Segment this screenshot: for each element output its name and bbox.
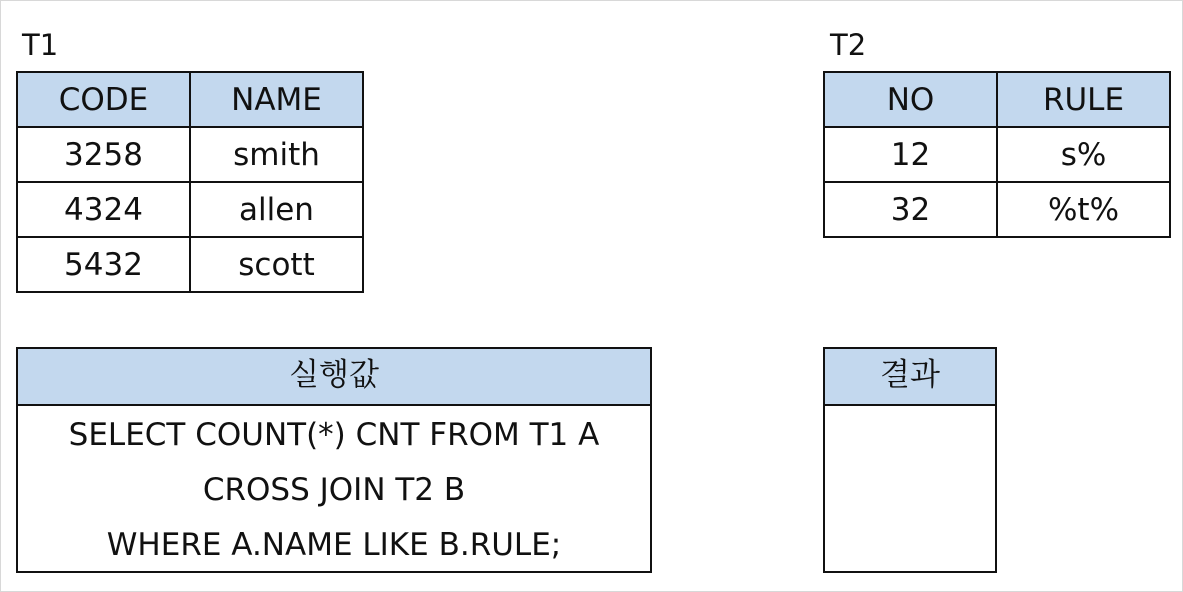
query-line: SELECT COUNT(*) CNT FROM T1 A: [68, 417, 600, 453]
query-line: CROSS JOIN T2 B: [202, 472, 466, 508]
t1-table: [16, 71, 364, 293]
table-row: [824, 127, 1170, 182]
t2-cell-no: 12: [824, 127, 997, 182]
table-row: [824, 182, 1170, 237]
t1-header-code: CODE: [17, 72, 190, 127]
t1-cell-code: 3258: [17, 127, 190, 182]
t1-title: T1: [22, 28, 59, 62]
t1-cell-code: 4324: [17, 182, 190, 237]
t2-cell-rule: %t%: [997, 182, 1170, 237]
t2-header-row: [824, 72, 1170, 127]
table-row: [17, 182, 363, 237]
t2-header-no: NO: [824, 72, 997, 127]
result-header: 결과: [825, 349, 995, 406]
query-header: 실행값: [18, 349, 650, 406]
t2-cell-no: 32: [824, 182, 997, 237]
query-box: [16, 347, 652, 573]
result-box: [823, 347, 997, 573]
t1-cell-name: allen: [190, 182, 363, 237]
t2-cell-rule: s%: [997, 127, 1170, 182]
table-row: [17, 237, 363, 292]
t1-cell-code: 5432: [17, 237, 190, 292]
t2-title: T2: [830, 28, 867, 62]
query-body: [18, 406, 650, 573]
t2-table: [823, 71, 1171, 238]
t1-header-name: NAME: [190, 72, 363, 127]
table-row: [17, 127, 363, 182]
query-line: WHERE A.NAME LIKE B.RULE;: [106, 527, 562, 563]
t1-header-row: [17, 72, 363, 127]
t2-header-rule: RULE: [997, 72, 1170, 127]
t1-cell-name: scott: [190, 237, 363, 292]
t1-cell-name: smith: [190, 127, 363, 182]
